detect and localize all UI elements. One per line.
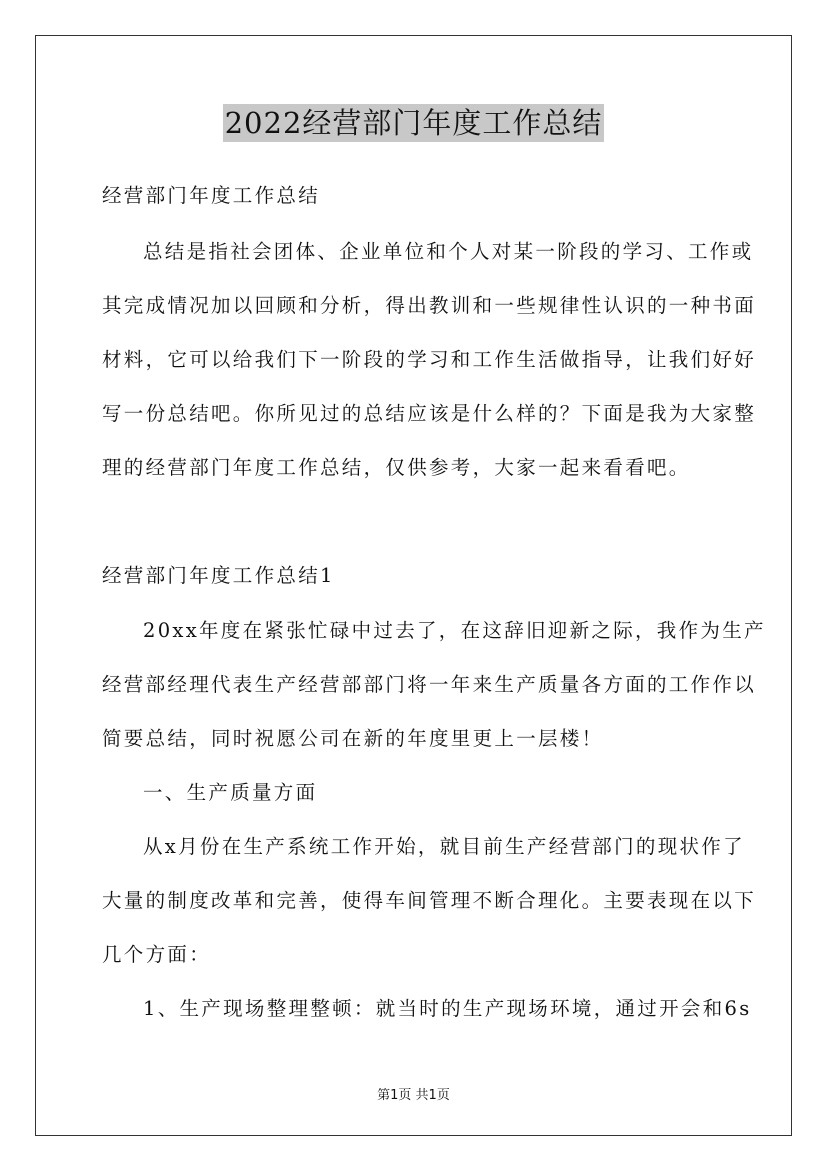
document-title-wrap: [0, 101, 827, 142]
paragraph-line: 材料，它可以给我们下一阶段的学习和工作生活做指导，让我们好好: [102, 348, 757, 371]
paragraph-line: 大量的制度改革和完善，使得车间管理不断合理化。主要表现在以下: [102, 889, 757, 912]
paragraph-line: 写一份总结吧。你所见过的总结应该是什么样的？下面是我为大家整: [102, 402, 757, 425]
section-heading: 经营部门年度工作总结: [102, 184, 321, 207]
document-title: 2022经营部门年度工作总结: [224, 106, 603, 140]
section-heading: 经营部门年度工作总结1: [102, 564, 335, 587]
paragraph-line: 20xx年度在紧张忙碌中过去了，在这辞旧迎新之际，我作为生产: [143, 619, 766, 642]
subsection-heading: 一、生产质量方面: [143, 781, 318, 804]
paragraph-line: 从x月份在生产系统工作开始，就目前生产经营部门的现状作了: [143, 835, 745, 858]
paragraph-line: 1、生产现场整理整顿：就当时的生产现场环境，通过开会和6s: [143, 997, 752, 1020]
paragraph-line: 简要总结，同时祝愿公司在新的年度里更上一层楼！: [102, 727, 604, 750]
paragraph-line: 理的经营部门年度工作总结，仅供参考，大家一起来看看吧。: [102, 456, 691, 479]
paragraph-line: 其完成情况加以回顾和分析，得出教训和一些规律性认识的一种书面: [102, 294, 757, 317]
page-footer: 第1页 共1页: [377, 1088, 450, 1103]
paragraph-line: 总结是指社会团体、企业单位和个人对某一阶段的学习、工作或: [143, 240, 754, 263]
paragraph-line: 经营部经理代表生产经营部部门将一年来生产质量各方面的工作作以: [102, 673, 757, 696]
paragraph-line: 几个方面：: [102, 943, 212, 966]
